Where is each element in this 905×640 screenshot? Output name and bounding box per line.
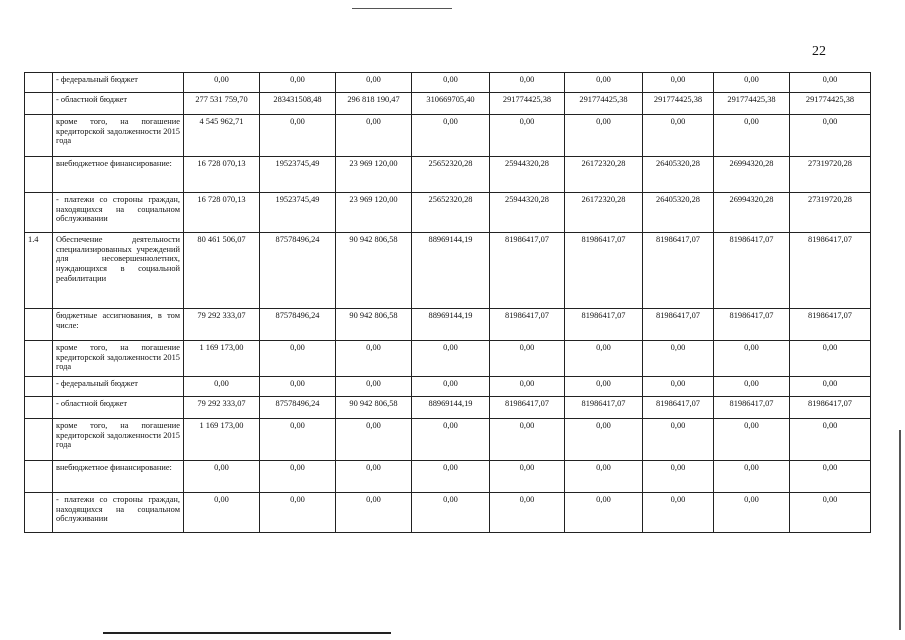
table-row: [25, 115, 871, 157]
value-cell: 0,00: [565, 341, 643, 377]
value-cell: 0,00: [790, 419, 871, 461]
value-cell: 0,00: [260, 115, 336, 157]
table-row: [25, 193, 871, 233]
value-cell: 0,00: [184, 377, 260, 397]
value-cell: 81986417,07: [643, 309, 714, 341]
value-cell: 4 545 962,71: [184, 115, 260, 157]
value-cell: 27319720,28: [790, 157, 871, 193]
value-cell: 283431508,48: [260, 93, 336, 115]
value-cell: 81986417,07: [643, 233, 714, 309]
value-cell: 0,00: [412, 341, 490, 377]
value-cell: 0,00: [714, 115, 790, 157]
top-rule: [352, 8, 452, 9]
value-cell: 81986417,07: [565, 233, 643, 309]
table-row: [25, 157, 871, 193]
value-cell: 277 531 759,70: [184, 93, 260, 115]
value-cell: 0,00: [790, 493, 871, 533]
row-label: - областной бюджет: [53, 397, 184, 419]
value-cell: 0,00: [643, 461, 714, 493]
value-cell: 0,00: [643, 115, 714, 157]
value-cell: 0,00: [565, 493, 643, 533]
value-cell: 0,00: [412, 377, 490, 397]
page-number: 22: [812, 44, 826, 59]
row-index: [25, 73, 53, 93]
value-cell: 0,00: [184, 461, 260, 493]
value-cell: 291774425,38: [565, 93, 643, 115]
value-cell: 88969144,19: [412, 233, 490, 309]
row-label: - областной бюджет: [53, 93, 184, 115]
value-cell: 0,00: [260, 341, 336, 377]
value-cell: 81986417,07: [790, 309, 871, 341]
value-cell: 0,00: [336, 493, 412, 533]
value-cell: 0,00: [490, 377, 565, 397]
value-cell: 81986417,07: [790, 233, 871, 309]
value-cell: 87578496,24: [260, 233, 336, 309]
value-cell: 26405320,28: [643, 193, 714, 233]
value-cell: 26994320,28: [714, 193, 790, 233]
value-cell: 0,00: [714, 377, 790, 397]
value-cell: 26994320,28: [714, 157, 790, 193]
value-cell: 25652320,28: [412, 193, 490, 233]
table-row: [25, 419, 871, 461]
value-cell: 1 169 173,00: [184, 419, 260, 461]
row-label: внебюджетное финансирование:: [53, 461, 184, 493]
value-cell: 0,00: [565, 419, 643, 461]
table-row: [25, 493, 871, 533]
value-cell: 0,00: [565, 377, 643, 397]
value-cell: 81986417,07: [714, 233, 790, 309]
row-label: кроме того, на погашение кредиторской задолженности 2015 года: [53, 341, 184, 377]
value-cell: 80 461 506,07: [184, 233, 260, 309]
value-cell: 0,00: [412, 73, 490, 93]
budget-table: [24, 72, 871, 533]
value-cell: 0,00: [184, 493, 260, 533]
value-cell: 81986417,07: [565, 397, 643, 419]
value-cell: 0,00: [714, 341, 790, 377]
row-label: - федеральный бюджет: [53, 73, 184, 93]
row-index: [25, 93, 53, 115]
value-cell: 0,00: [565, 115, 643, 157]
value-cell: 296 818 190,47: [336, 93, 412, 115]
value-cell: 0,00: [260, 377, 336, 397]
value-cell: 291774425,38: [490, 93, 565, 115]
value-cell: 0,00: [490, 115, 565, 157]
row-index: 1.4: [25, 233, 53, 309]
value-cell: 0,00: [490, 419, 565, 461]
value-cell: 81986417,07: [714, 397, 790, 419]
value-cell: 0,00: [412, 419, 490, 461]
value-cell: 0,00: [260, 461, 336, 493]
row-label: - платежи со стороны граждан, находящихся на социальном обслуживании: [53, 193, 184, 233]
value-cell: 0,00: [412, 493, 490, 533]
value-cell: 88969144,19: [412, 309, 490, 341]
value-cell: 81986417,07: [565, 309, 643, 341]
table-row: [25, 341, 871, 377]
value-cell: 25944320,28: [490, 193, 565, 233]
row-index: [25, 193, 53, 233]
value-cell: 291774425,38: [790, 93, 871, 115]
value-cell: 81986417,07: [643, 397, 714, 419]
value-cell: 0,00: [643, 419, 714, 461]
value-cell: 26405320,28: [643, 157, 714, 193]
table-row: [25, 73, 871, 93]
value-cell: 291774425,38: [643, 93, 714, 115]
row-index: [25, 419, 53, 461]
value-cell: 0,00: [565, 461, 643, 493]
row-label: кроме того, на погашение кредиторской задолженности 2015 года: [53, 115, 184, 157]
value-cell: 19523745,49: [260, 193, 336, 233]
value-cell: 26172320,28: [565, 157, 643, 193]
side-scan-mark: [899, 430, 901, 630]
table-row: [25, 233, 871, 309]
value-cell: 0,00: [260, 73, 336, 93]
table-row: [25, 377, 871, 397]
value-cell: 81986417,07: [714, 309, 790, 341]
value-cell: 0,00: [412, 461, 490, 493]
value-cell: 0,00: [336, 461, 412, 493]
value-cell: 0,00: [790, 377, 871, 397]
table-row: [25, 397, 871, 419]
value-cell: 81986417,07: [490, 309, 565, 341]
value-cell: 310669705,40: [412, 93, 490, 115]
value-cell: 16 728 070,13: [184, 157, 260, 193]
value-cell: 0,00: [714, 493, 790, 533]
value-cell: 19523745,49: [260, 157, 336, 193]
value-cell: 90 942 806,58: [336, 233, 412, 309]
value-cell: 79 292 333,07: [184, 309, 260, 341]
value-cell: 23 969 120,00: [336, 193, 412, 233]
value-cell: 0,00: [490, 461, 565, 493]
row-index: [25, 461, 53, 493]
value-cell: 0,00: [184, 73, 260, 93]
value-cell: 0,00: [490, 73, 565, 93]
value-cell: 0,00: [336, 341, 412, 377]
value-cell: 90 942 806,58: [336, 309, 412, 341]
row-index: [25, 493, 53, 533]
value-cell: 0,00: [714, 419, 790, 461]
value-cell: 0,00: [790, 115, 871, 157]
value-cell: 27319720,28: [790, 193, 871, 233]
bottom-rule: [103, 632, 391, 634]
value-cell: 0,00: [643, 493, 714, 533]
row-index: [25, 157, 53, 193]
value-cell: 0,00: [336, 377, 412, 397]
value-cell: 0,00: [643, 73, 714, 93]
value-cell: 0,00: [260, 493, 336, 533]
value-cell: 1 169 173,00: [184, 341, 260, 377]
value-cell: 90 942 806,58: [336, 397, 412, 419]
value-cell: 81986417,07: [490, 233, 565, 309]
value-cell: 0,00: [412, 115, 490, 157]
table-row: [25, 461, 871, 493]
value-cell: 291774425,38: [714, 93, 790, 115]
value-cell: 81986417,07: [490, 397, 565, 419]
value-cell: 0,00: [790, 461, 871, 493]
table-row: [25, 93, 871, 115]
row-index: [25, 397, 53, 419]
value-cell: 0,00: [565, 73, 643, 93]
row-label: Обеспечение деятельности специализированных учреждений для несовершеннолетних, нуждающихся в социальной реабилитации: [53, 233, 184, 309]
value-cell: 16 728 070,13: [184, 193, 260, 233]
row-label: внебюджетное финансирование:: [53, 157, 184, 193]
value-cell: 25652320,28: [412, 157, 490, 193]
value-cell: 87578496,24: [260, 309, 336, 341]
row-label: бюджетные ассигнования, в том числе:: [53, 309, 184, 341]
value-cell: 23 969 120,00: [336, 157, 412, 193]
value-cell: 0,00: [336, 419, 412, 461]
row-index: [25, 341, 53, 377]
table-row: [25, 309, 871, 341]
row-label: кроме того, на погашение кредиторской задолженности 2015 года: [53, 419, 184, 461]
row-index: [25, 377, 53, 397]
value-cell: 87578496,24: [260, 397, 336, 419]
value-cell: 0,00: [336, 115, 412, 157]
value-cell: 88969144,19: [412, 397, 490, 419]
value-cell: 0,00: [490, 493, 565, 533]
value-cell: 0,00: [260, 419, 336, 461]
value-cell: 81986417,07: [790, 397, 871, 419]
value-cell: 0,00: [714, 461, 790, 493]
row-label: - платежи со стороны граждан, находящихся на социальном обслуживании: [53, 493, 184, 533]
value-cell: 0,00: [336, 73, 412, 93]
value-cell: 26172320,28: [565, 193, 643, 233]
value-cell: 0,00: [643, 341, 714, 377]
value-cell: 0,00: [714, 73, 790, 93]
value-cell: 79 292 333,07: [184, 397, 260, 419]
value-cell: 0,00: [790, 73, 871, 93]
row-index: [25, 309, 53, 341]
value-cell: 0,00: [490, 341, 565, 377]
value-cell: 25944320,28: [490, 157, 565, 193]
value-cell: 0,00: [643, 377, 714, 397]
row-index: [25, 115, 53, 157]
value-cell: 0,00: [790, 341, 871, 377]
row-label: - федеральный бюджет: [53, 377, 184, 397]
